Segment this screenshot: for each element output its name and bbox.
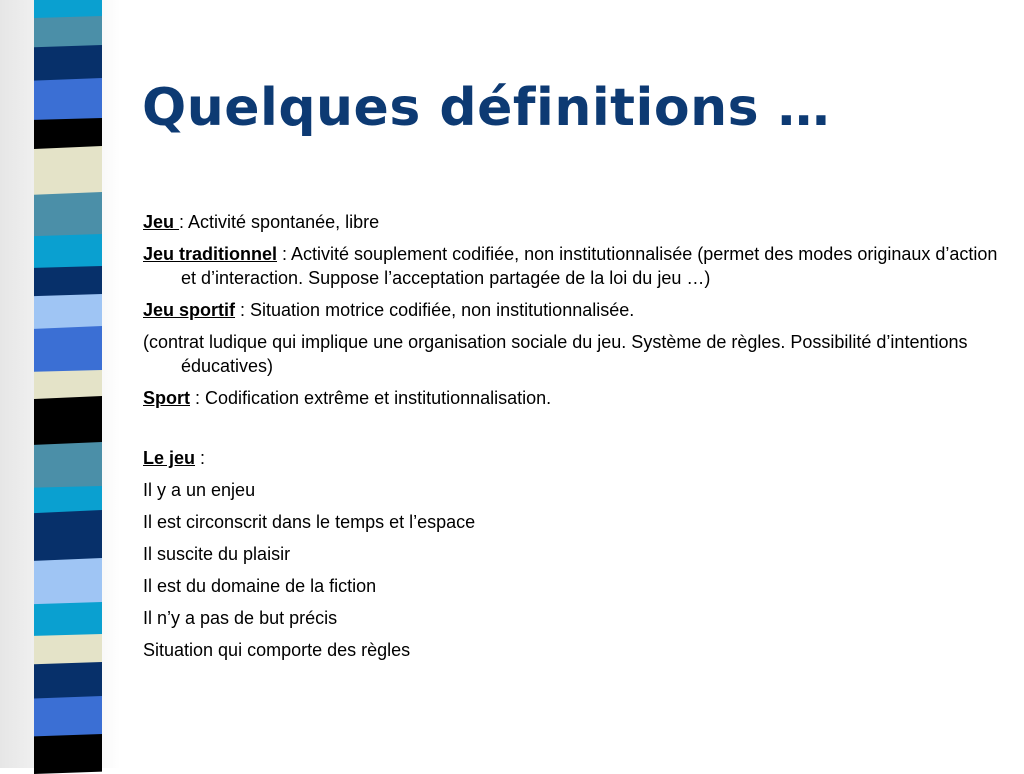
list-item: Il est circonscrit dans le temps et l’espace (143, 512, 476, 532)
stripe (34, 442, 102, 490)
stripe (34, 294, 102, 330)
term: Jeu (143, 212, 180, 232)
slide-body (143, 210, 1003, 670)
definition-jeu-sportif (143, 298, 1003, 322)
term: Jeu sportif (143, 300, 236, 320)
definition-text: : Activité spontanée, libre (179, 212, 380, 232)
list-item: Il suscite du plaisir (143, 544, 291, 564)
le-jeu-heading (143, 446, 1003, 470)
stripe (34, 558, 102, 606)
definition-text: : Situation motrice codifiée, non institutionnalisée. (235, 300, 635, 320)
definition-text: : Activité souplement codifiée, non institutionnalisée (permet des modes originaux d’action et d’interaction. Suppose l’acceptation partagée de la loi du jeu …) (181, 244, 998, 288)
term: Sport (143, 388, 190, 408)
definition-jeu (143, 210, 1003, 234)
list-item: Il est du domaine de la fiction (143, 576, 377, 596)
stripe (34, 510, 102, 562)
stripe (34, 266, 102, 298)
stripe (34, 662, 102, 700)
stripe (34, 78, 102, 122)
definition-text: (contrat ludique qui implique une organisation sociale du jeu. Système de règles. Possibilité d’intentions éducatives) (143, 332, 968, 376)
stripe (34, 602, 102, 638)
definition-contrat-ludique (143, 330, 1003, 378)
stripe (34, 696, 102, 738)
stripe (34, 396, 102, 446)
decorative-stripe-band (34, 0, 102, 768)
stripe (34, 192, 102, 238)
stripe (34, 146, 102, 196)
definition-sport (143, 386, 1003, 410)
stripe (34, 118, 102, 150)
list-item: Il y a un enjeu (143, 480, 256, 500)
stripe (34, 734, 102, 774)
stripe (34, 370, 102, 400)
stripe (34, 45, 102, 83)
stripe (34, 486, 102, 514)
list-item: Situation qui comporte des règles (143, 640, 411, 660)
term: Jeu traditionnel (143, 244, 278, 264)
stripe (34, 326, 102, 374)
stripe (34, 234, 102, 270)
list-item: Il n’y a pas de but précis (143, 608, 338, 628)
spacer (143, 418, 1003, 446)
definition-jeu-traditionnel (143, 242, 1003, 290)
stripe (34, 16, 102, 50)
stripe (34, 634, 102, 666)
term: Le jeu (143, 448, 196, 468)
slide-title: Quelques définitions … (142, 78, 831, 138)
definition-text: : Codification extrême et institutionnalisation. (190, 388, 552, 408)
heading-suffix: : (195, 448, 206, 468)
